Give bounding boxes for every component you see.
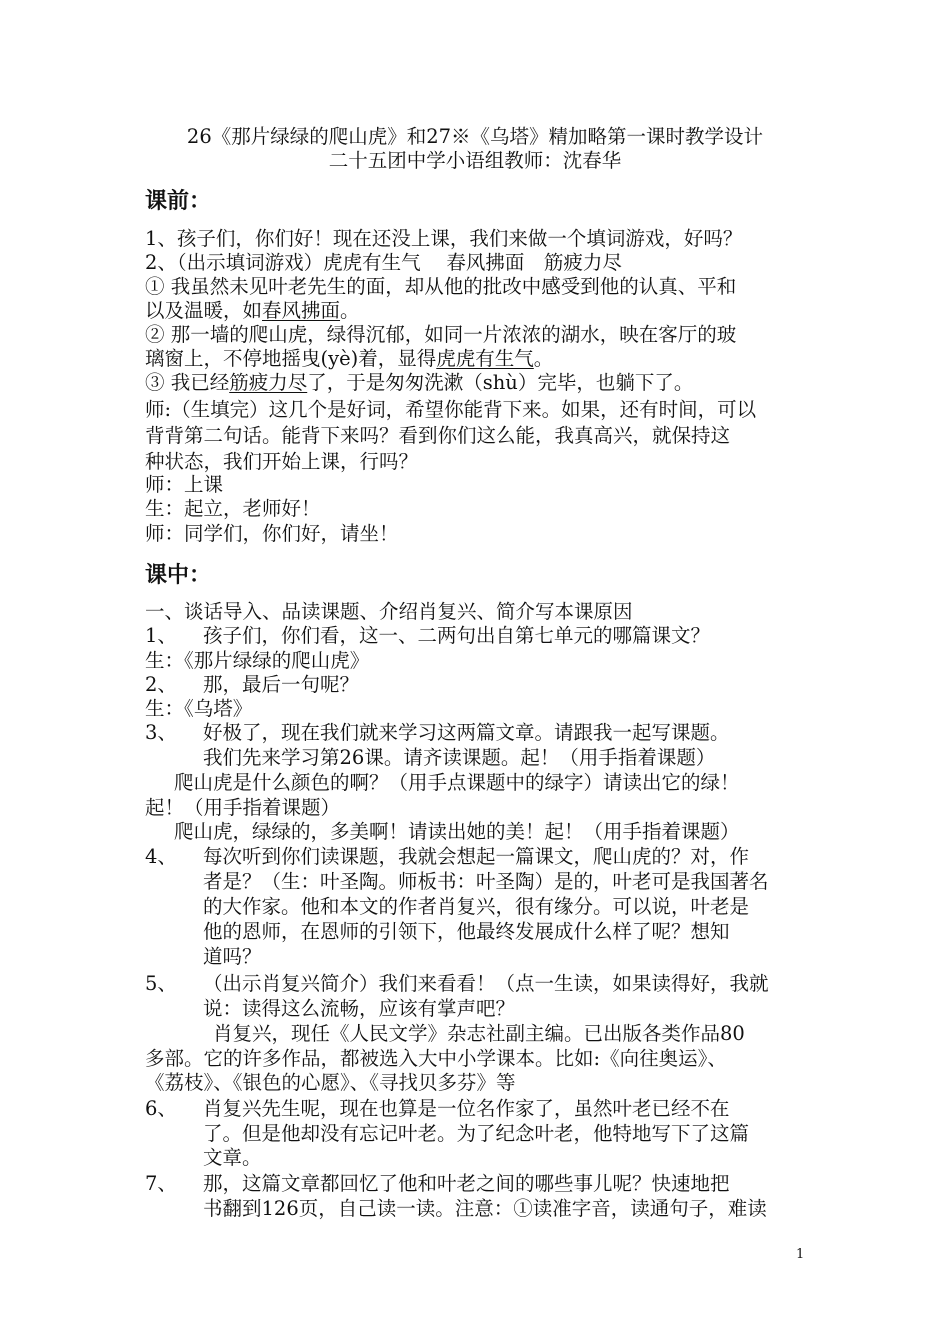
paragraph-line: 师：上课: [145, 473, 224, 496]
paragraph-line: 2、（出示填词游戏）虎虎有生气 春风拂面 筋疲力尽: [145, 251, 622, 274]
line-text: 了，于是匆匆洗漱（shù）完毕，也躺下了。: [307, 371, 694, 394]
paragraph-line: 那，这篇文章都回忆了他和叶老之间的哪些事儿呢？快速地把: [203, 1172, 730, 1195]
paragraph-line: [145, 347, 553, 371]
item-number: 7、: [145, 1172, 177, 1195]
paragraph-line: 肖复兴，现任《人民文学》杂志社副主编。已出版各类作品80: [213, 1022, 745, 1045]
underlined-answer: 筋疲力尽: [229, 371, 308, 394]
paragraph-line: 我们先来学习第26课。请齐读课题。起！（用手指着课题）: [203, 746, 716, 769]
line-text: 璃窗上，不停地摇曳(yè)着，显得: [145, 347, 437, 370]
paragraph-line: 1、孩子们，你们好！现在还没上课，我们来做一个填词游戏，好吗？: [145, 227, 743, 250]
paragraph-line: 好极了，现在我们就来学习这两篇文章。请跟我一起写课题。: [203, 721, 730, 744]
paragraph-line: ② 那一墙的爬山虎，绿得沉郁，如同一片浓浓的湖水，映在客厅的玻: [145, 323, 737, 346]
paragraph-line: 者是？（生：叶圣陶。师板书：叶圣陶）是的，叶老可是我国著名: [203, 870, 769, 893]
paragraph-line: 的大作家。他和本文的作者肖复兴，很有缘分。可以说，叶老是: [203, 895, 750, 918]
item-number: 2、: [145, 673, 177, 696]
section-heading-pre: 课前：: [145, 188, 212, 214]
paragraph-line: 起！（用手指着课题）: [145, 796, 341, 819]
line-text: 。: [340, 299, 360, 322]
line-text: 。: [533, 347, 554, 370]
underlined-answer: 春风拂面: [262, 299, 341, 322]
paragraph-line: 师:（生填完）这几个是好词，希望你能背下来。如果，还有时间，可以: [145, 398, 757, 421]
item-number: 1、: [145, 624, 177, 647]
paragraph-line: 生：《那片绿绿的爬山虎》: [145, 649, 370, 672]
line-text: 以及温暖，如: [145, 299, 263, 322]
paragraph-line: [145, 299, 360, 323]
paragraph-line: 道吗？: [203, 945, 262, 968]
paragraph-line: 一、谈话导入、品读课题、介绍肖复兴、简介写本课原因: [145, 600, 633, 623]
item-number: 4、: [145, 845, 177, 868]
paragraph-line: 种状态，我们开始上课，行吗？: [145, 450, 419, 473]
paragraph-line: ① 我虽然未见叶老先生的面，却从他的批改中感受到他的认真、平和: [145, 275, 737, 298]
paragraph-line: 文章。: [203, 1146, 262, 1169]
paragraph-line: 每次听到你们读课题，我就会想起一篇课文，爬山虎的？对，作: [203, 845, 750, 868]
section-heading-mid: 课中：: [145, 562, 212, 588]
paragraph-line: 《荔枝》、《银色的心愿》、《寻找贝多芬》等: [145, 1071, 516, 1094]
paragraph-line: [145, 371, 693, 395]
paragraph-line: 师：同学们，你们好，请坐！: [145, 522, 399, 545]
paragraph-line: （出示肖复兴简介）我们来看看！（点一生读，如果读得好，我就: [203, 972, 769, 995]
item-number: 6、: [145, 1097, 177, 1120]
paragraph-line: 多部。它的许多作品，都被选入大中小学课本。比如:《向往奥运》、: [145, 1047, 727, 1070]
paragraph-line: 爬山虎是什么颜色的啊？（用手点课题中的绿字）请读出它的绿！: [174, 771, 740, 794]
paragraph-line: 那，最后一句呢？: [203, 673, 360, 696]
item-number: 5、: [145, 972, 177, 995]
line-text: ③ 我已经: [145, 371, 230, 394]
paragraph-line: 书翻到126页，自己读一读。注意：①读准字音，读通句子，难读: [203, 1197, 767, 1220]
paragraph-line: 生：起立，老师好！: [145, 497, 321, 520]
paragraph-line: 爬山虎，绿绿的，多美啊！请读出她的美！起！（用手指着课题）: [174, 820, 740, 843]
paragraph-line: 生：《乌塔》: [145, 697, 253, 720]
document-author: 二十五团中学小语组教师：沈春华: [328, 149, 622, 172]
paragraph-line: 背背第二句话。能背下来吗？看到你们这么能，我真高兴，就保持这: [145, 424, 731, 447]
paragraph-line: 了。但是他却没有忘记叶老。为了纪念叶老，他特地写下了这篇: [203, 1122, 750, 1145]
paragraph-line: 说：读得这么流畅，应该有掌声吧？: [203, 997, 516, 1020]
paragraph-line: 肖复兴先生呢，现在也算是一位名作家了，虽然叶老已经不在: [203, 1097, 730, 1120]
underlined-answer: 虎虎有生气: [436, 347, 534, 370]
item-number: 3、: [145, 721, 177, 744]
page-number: 1: [796, 1247, 805, 1262]
paragraph-line: 孩子们，你们看，这一、二两句出自第七单元的哪篇课文？: [203, 624, 711, 647]
paragraph-line: 他的恩师，在恩师的引领下，他最终发展成什么样了呢？想知: [203, 920, 730, 943]
document-title: 26《那片绿绿的爬山虎》和27※《乌塔》精加略第一课时教学设计: [186, 125, 764, 148]
